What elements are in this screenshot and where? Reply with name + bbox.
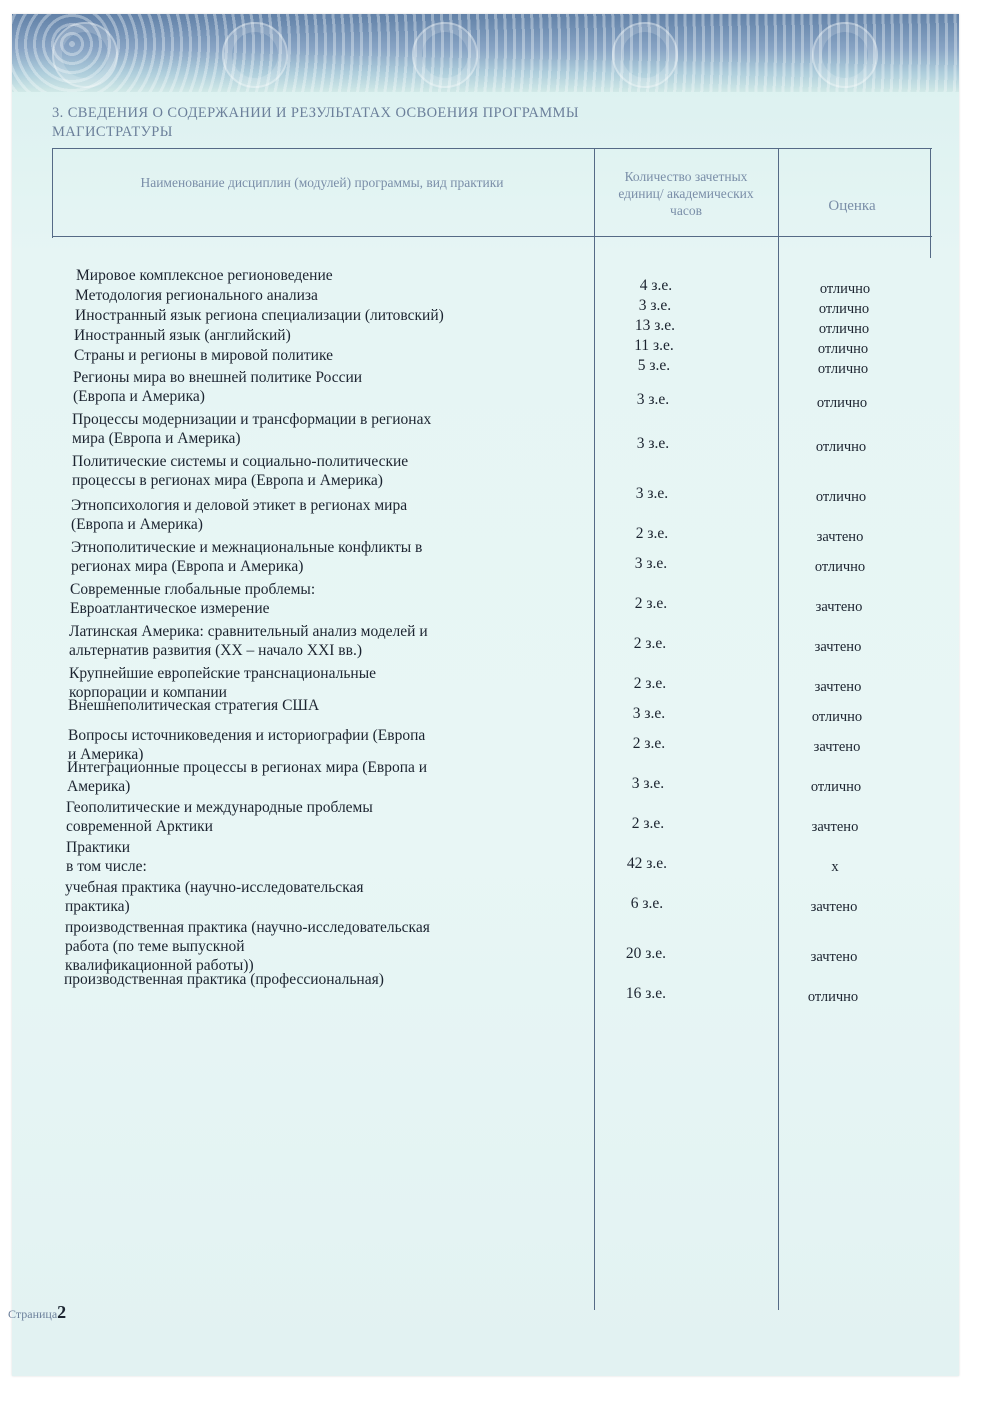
table-row-discipline [72, 410, 572, 448]
table-row-credit-units: 42 з.е. [626, 855, 668, 872]
discipline-line: Геополитические и международные проблемы [66, 799, 373, 816]
table-row-credit-units: 13 з.е. [634, 317, 676, 334]
table-row-grade: зачтено [810, 949, 858, 965]
table-row-grade: отлично [818, 301, 870, 317]
table-row-grade: отлично [815, 489, 867, 505]
table-row-discipline [71, 538, 571, 576]
table-row-grade: отлично [817, 361, 869, 377]
table-row-credit-units: 16 з.е. [625, 985, 667, 1002]
table-row-credit-units: 6 з.е. [630, 895, 664, 912]
discipline-line: Вопросы источниковедения и историографии (Европа [68, 727, 426, 744]
discipline-line: процессы в регионах мира (Европа и Америка) [72, 472, 383, 489]
rosette-ornament [612, 22, 678, 88]
table-row-discipline [74, 346, 574, 365]
table-row-credit-units: 3 з.е. [636, 435, 670, 452]
discipline-line: современной Арктики [66, 818, 213, 835]
table-row-discipline [71, 496, 571, 534]
discipline-line: практика) [65, 898, 130, 915]
discipline-line: альтернатив развития (XX – начало XXI вв.) [69, 642, 362, 659]
page-label: Страница [8, 1307, 58, 1321]
discipline-line: Внешнеполитическая стратегия США [68, 697, 320, 714]
discipline-line: Иностранный язык региона специализации (литовский) [75, 307, 444, 324]
discipline-line: квалификационной работы)) [65, 957, 254, 974]
table-row-credit-units: 3 з.е. [632, 705, 666, 722]
table-row-credit-units: 3 з.е. [631, 775, 665, 792]
header-discipline: Наименование дисциплин (модулей) программы, вид практики [140, 175, 504, 190]
table-row-credit-units: 2 з.е. [632, 735, 666, 752]
table-row-discipline [72, 452, 572, 490]
table-row-discipline [64, 970, 564, 989]
table-row-credit-units: 3 з.е. [638, 297, 672, 314]
table-row-credit-units: 4 з.е. [639, 277, 673, 294]
table-row-grade: зачтено [814, 639, 862, 655]
table-row-credit-units: 5 з.е. [637, 357, 671, 374]
table-row-credit-units: 3 з.е. [635, 485, 669, 502]
table-row-credit-units: 3 з.е. [634, 555, 668, 572]
rosette-ornament [412, 22, 478, 88]
discipline-line: Евроатлантическое измерение [70, 600, 270, 617]
header-grade: Оценка [828, 198, 876, 214]
table-row-discipline [69, 622, 569, 660]
discipline-line: учебная практика (научно-исследовательская [65, 879, 364, 896]
table-row-discipline [66, 798, 566, 836]
table-top-border [52, 148, 932, 149]
table-row-grade: отлично [818, 321, 870, 337]
table-row-grade: отлично [816, 395, 868, 411]
rosette-ornament [52, 22, 118, 88]
table-row-credit-units: 2 з.е. [633, 675, 667, 692]
header-bottom-border [52, 236, 932, 237]
discipline-line: мира (Европа и Америка) [72, 430, 241, 447]
results-table [52, 148, 932, 1310]
discipline-line: Америка) [67, 778, 131, 795]
discipline-line: Крупнейшие европейские транснациональные [69, 665, 376, 682]
discipline-line: (Европа и Америка) [73, 388, 205, 405]
table-row-credit-units: 2 з.е. [633, 635, 667, 652]
table-row-grade: отлично [815, 439, 867, 455]
table-row-discipline [75, 286, 575, 305]
section-title: 3. СВЕДЕНИЯ О СОДЕРЖАНИИ И РЕЗУЛЬТАТАХ ОСВОЕНИЯ ПРОГРАММЫ МАГИСТРАТУРЫ [52, 105, 579, 140]
table-row-discipline [73, 368, 573, 406]
table-row-grade: зачтено [816, 529, 864, 545]
table-left-border [52, 148, 53, 238]
table-row-discipline [65, 918, 565, 975]
table-row-discipline [68, 696, 568, 715]
table-row-discipline [65, 878, 565, 916]
discipline-line: корпорации и компании [69, 684, 227, 701]
discipline-line: в том числе: [66, 858, 147, 875]
table-row-grade: зачтено [811, 819, 859, 835]
table-right-border [930, 148, 931, 258]
table-row-discipline [74, 326, 574, 345]
rosette-ornament [222, 22, 288, 88]
table-row-grade: отлично [814, 559, 866, 575]
table-row-grade: отлично [817, 341, 869, 357]
table-row-credit-units: 3 з.е. [636, 391, 670, 408]
table-row-grade: зачтено [810, 899, 858, 915]
discipline-line: Практики [66, 839, 131, 856]
decorative-guilloche-band [12, 14, 959, 92]
discipline-line: Латинская Америка: сравнительный анализ моделей и [69, 623, 428, 640]
table-row-grade: x [831, 859, 839, 875]
table-row-discipline [76, 266, 576, 285]
discipline-line: регионах мира (Европа и Америка) [71, 558, 304, 575]
column-divider-2 [778, 148, 779, 1310]
table-row-grade: отлично [807, 989, 859, 1005]
page-footer [8, 1302, 66, 1323]
discipline-line: производственная практика (профессиональная) [64, 971, 384, 988]
table-row-discipline [75, 306, 575, 325]
table-row-grade: отлично [810, 779, 862, 795]
table-row-grade: зачтено [813, 739, 861, 755]
discipline-line: Процессы модернизации и трансформации в регионах [72, 411, 432, 428]
table-row-credit-units: 2 з.е. [635, 525, 669, 542]
table-row-discipline [66, 838, 566, 876]
table-row-credit-units: 2 з.е. [634, 595, 668, 612]
discipline-line: Регионы мира во внешней политике России [73, 369, 363, 386]
discipline-line: и Америка) [68, 746, 144, 763]
header-credit-units: Количество зачетных единиц/ академических часов [618, 169, 754, 218]
rosette-ornament [812, 22, 878, 88]
page-number: 2 [57, 1302, 67, 1322]
discipline-line: (Европа и Америка) [71, 516, 203, 533]
table-row-discipline [70, 580, 570, 618]
discipline-line: Политические системы и социально-политические [72, 453, 409, 470]
table-row-grade: зачтено [815, 599, 863, 615]
discipline-line: Иностранный язык (английский) [74, 327, 291, 344]
table-row-credit-units: 11 з.е. [634, 337, 674, 354]
table-row-discipline [67, 758, 567, 796]
discipline-line: Этнопсихология и деловой этикет в регионах мира [71, 497, 408, 514]
discipline-line: Мировое комплексное регионоведение [76, 267, 333, 284]
discipline-line: Интеграционные процессы в регионах мира (Европа и [67, 759, 428, 776]
discipline-line: производственная практика (научно-исследовательская [65, 919, 430, 936]
discipline-line: Методология регионального анализа [75, 287, 318, 304]
discipline-line: работа (по теме выпускной [65, 938, 245, 955]
table-row-grade: отлично [811, 709, 863, 725]
table-row-credit-units: 20 з.е. [625, 945, 667, 962]
table-row-credit-units: 2 з.е. [631, 815, 665, 832]
table-row-grade: отлично [819, 281, 871, 297]
discipline-line: Страны и регионы в мировой политике [74, 347, 333, 364]
discipline-line: Этнополитические и межнациональные конфликты в [71, 539, 423, 556]
table-row-grade: зачтено [814, 679, 862, 695]
discipline-line: Современные глобальные проблемы: [70, 581, 316, 598]
